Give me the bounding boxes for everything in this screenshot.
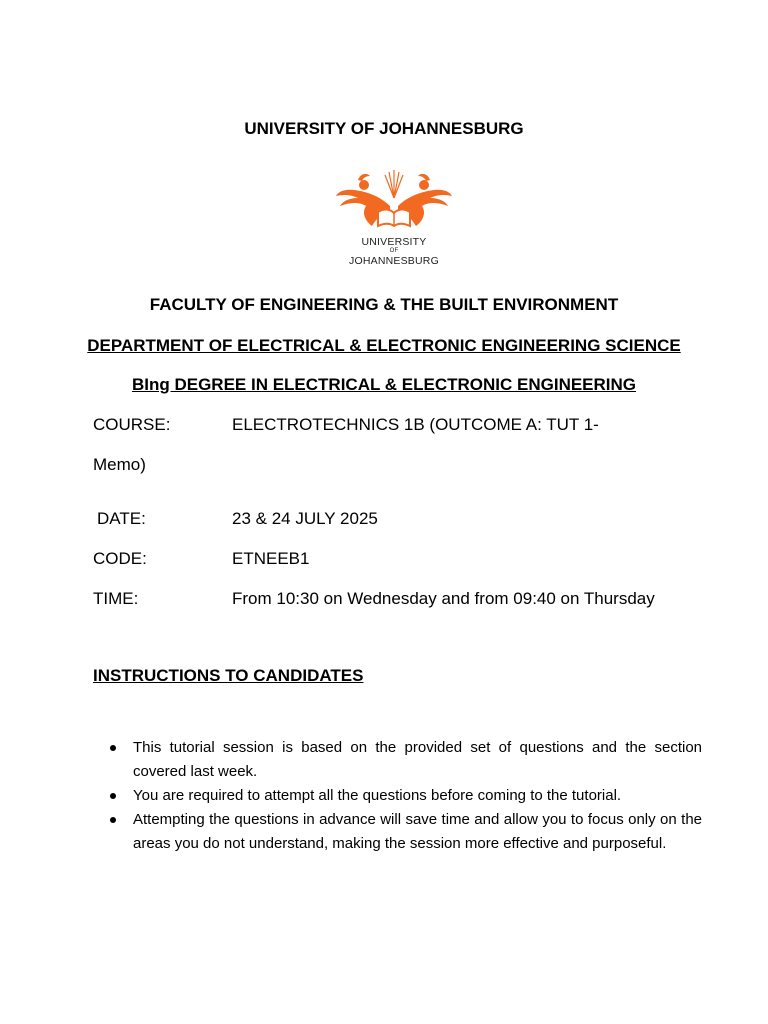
university-heading: UNIVERSITY OF JOHANNESBURG (244, 119, 524, 138)
instructions-heading: INSTRUCTIONS TO CANDIDATES (93, 666, 364, 685)
course-label: COURSE: (93, 415, 171, 434)
logo-text-johannesburg: JOHANNESBURG (349, 255, 439, 267)
instruction-text: Attempting the questions in advance will save time and allow you to focus only on the areas you do not understand, making the session more effective and purposeful. (133, 811, 702, 852)
instructions-list (108, 736, 702, 856)
list-item (108, 784, 702, 808)
code-label: CODE: (93, 549, 147, 568)
date-value: 23 & 24 JULY 2025 (232, 509, 378, 528)
logo-text-of: OF (389, 248, 399, 254)
bullet-icon (110, 745, 116, 751)
time-label: TIME: (93, 589, 139, 608)
course-value: ELECTROTECHNICS 1B (OUTCOME A: TUT 1- (232, 415, 599, 434)
university-of-johannesburg-logo-icon (334, 168, 454, 234)
course-value-continued: Memo) (93, 455, 146, 474)
department-heading: DEPARTMENT OF ELECTRICAL & ELECTRONIC ENGINEERING SCIENCE (87, 336, 681, 355)
list-item (108, 736, 702, 784)
instruction-text: You are required to attempt all the questions before coming to the tutorial. (133, 787, 622, 804)
instruction-text: This tutorial session is based on the provided set of questions and the section covered last week. (133, 739, 702, 780)
code-value: ETNEEB1 (232, 549, 310, 568)
degree-heading: BIng DEGREE IN ELECTRICAL & ELECTRONIC ENGINEERING (131, 375, 637, 394)
faculty-heading: FACULTY OF ENGINEERING & THE BUILT ENVIRONMENT (149, 295, 619, 314)
list-item (108, 808, 702, 856)
bullet-icon (110, 793, 116, 799)
date-label: DATE: (97, 509, 146, 528)
bullet-icon (110, 817, 116, 823)
time-value: From 10:30 on Wednesday and from 09:40 on Thursday (232, 589, 655, 608)
logo-text-university: UNIVERSITY (361, 236, 427, 248)
university-logo (334, 168, 454, 268)
